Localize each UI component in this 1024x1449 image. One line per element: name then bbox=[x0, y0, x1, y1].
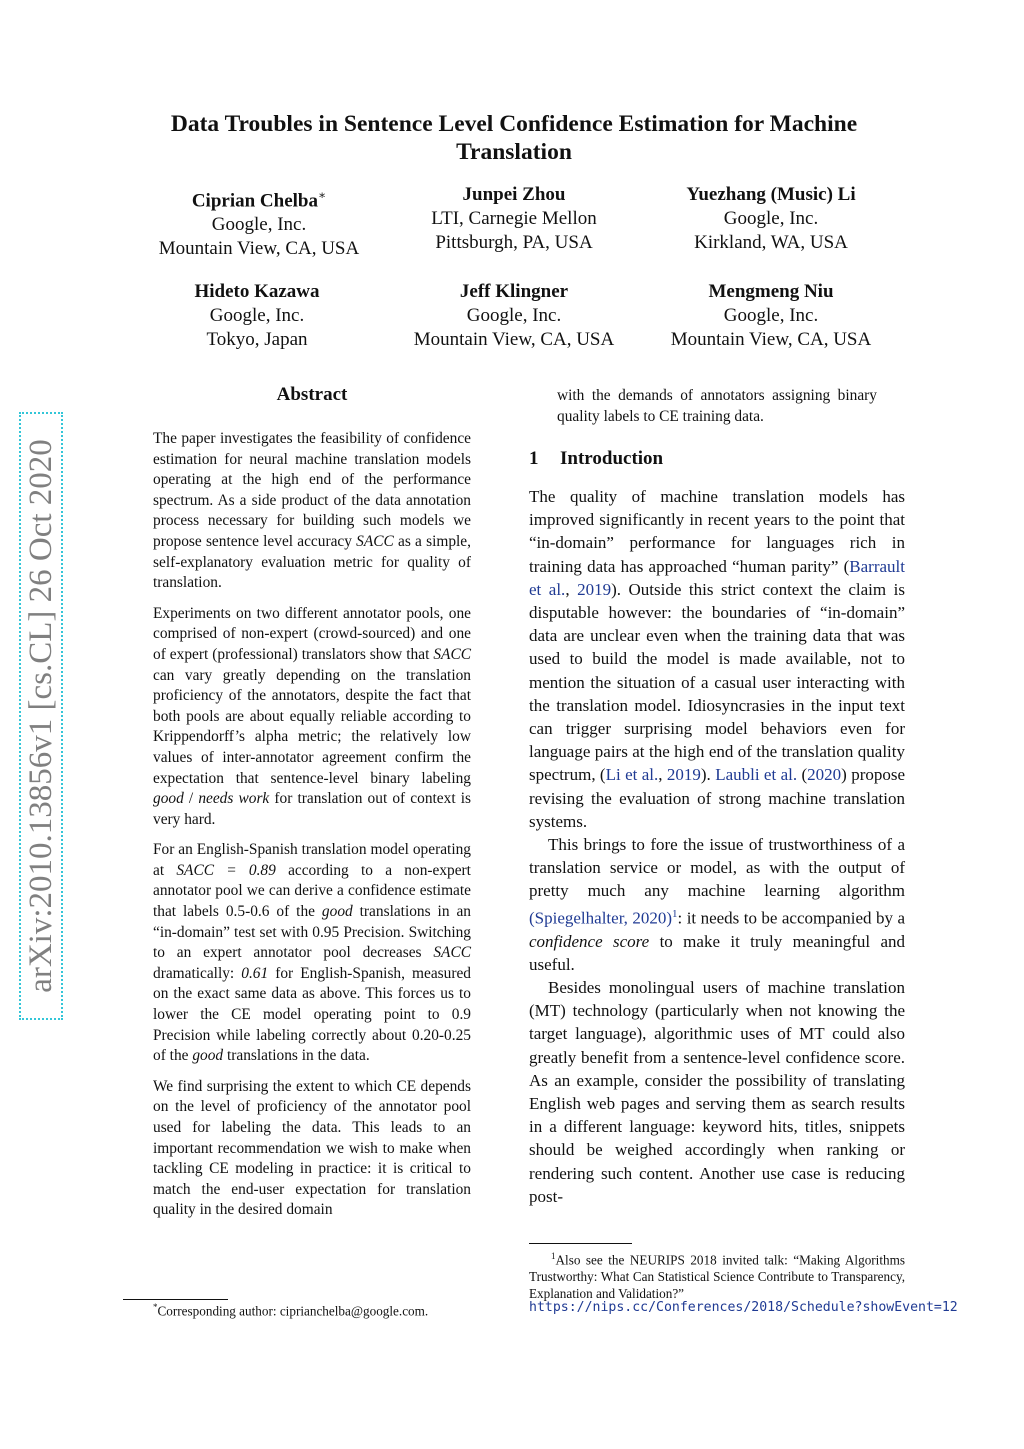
abstract-paragraph-2: Experiments on two different annotator pools, one comprised of non-expert (crowd-sourced) and one of expert (professional) translators show that SACC can vary greatly depending on the translation proficiency of the annotators, despite the fact that both pools are about equally reliable according to Krippendorff’s alpha metric; the relatively low values of inter-annotator agreement confirm the expectation that sentence-level binary labeling good / needs work for translation out of context is very hard. bbox=[153, 604, 471, 828]
author-block-1 bbox=[129, 183, 389, 261]
abstract-paragraph-3: For an English-Spanish translation model operating at SACC = 0.89 according to a non-expert annotator pool we can derive a confidence estimate that labels 0.5-0.6 of the good translations in an “in-domain” test set with 0.95 Precision. Switching to an expert annotator pool decreases SACC dramatically: 0.61 for English-Spanish, measured on the exact same data as above. This forces us to lower the CE model operating point to 0.9 Precision while labeling correctly about 0.20-0.25 of the good translations in the data. bbox=[153, 841, 471, 1065]
author-block-5 bbox=[384, 280, 644, 352]
author-name: Yuezhang (Music) Li bbox=[686, 184, 856, 205]
author-name: Mengmeng Niu bbox=[708, 281, 834, 302]
author-location: Mountain View, CA, USA bbox=[413, 329, 615, 350]
author-block-6 bbox=[641, 280, 901, 352]
author-block-4 bbox=[127, 280, 387, 352]
footnote-1: $^1$Also see the NEURIPS 2018 invited talk: “Making Algorithms Trustworthy: What Can Statistical Science Contribute to Transparency, Explanation and Validation?” bbox=[529, 1251, 905, 1302]
intro-paragraph-2: This brings to fore the issue of trustworthiness of a translation service or model, as with the output of pretty much any machine learning algorithm (Spiegelhalter, 2020)$^1$: it needs to be accompanied by a confidence score to make it truly meaningful and useful. bbox=[529, 835, 905, 974]
introduction-body bbox=[529, 485, 905, 1208]
footnote-corresponding: *Corresponding author: ciprianchelba@google.com. bbox=[153, 1302, 429, 1319]
author-org: Google, Inc. bbox=[723, 208, 819, 229]
citation-year-link[interactable]: 2020 bbox=[807, 765, 842, 785]
abstract-paragraph-1: The paper investigates the feasibility of confidence estimation for neural machine translation models operating at the high end of the performance spectrum. As a side product of the data annotation process necessary for building such models we propose sentence level accuracy SACC as a simple, self-explanatory evaluation metric for quality of translation. bbox=[153, 430, 471, 592]
paper-title: Data Troubles in Sentence Level Confidence Estimation for Machine Translation bbox=[170, 111, 858, 165]
citation-link[interactable]: Barrault et al. bbox=[529, 556, 905, 599]
arxiv-stamp[interactable]: arXiv:2010.13856v1 [cs.CL] 26 Oct 2020 bbox=[19, 412, 63, 1020]
author-block-2 bbox=[384, 183, 644, 255]
abstract-heading: Abstract bbox=[276, 384, 348, 405]
author-location: Pittsburgh, PA, USA bbox=[435, 232, 593, 253]
author-location: Mountain View, CA, USA bbox=[670, 329, 872, 350]
author-location: Kirkland, WA, USA bbox=[694, 232, 848, 253]
author-org: LTI, Carnegie Mellon bbox=[431, 208, 597, 229]
author-name: Hideto Kazawa bbox=[194, 281, 320, 302]
intro-paragraph-3: Besides monolingual users of machine translation (MT) technology (particularly when not knowing the target language), algorithmic uses of MT could also greatly benefit from a sentence-level confidence score. As an example, consider the possibility of translating English web pages and serving them as search results in a different language: keyword hits, titles, snippets should be weighed accordingly when ranking or rendering such content. Another use case is reducing post- bbox=[529, 977, 905, 1206]
author-location: Tokyo, Japan bbox=[206, 329, 308, 350]
author-block-3 bbox=[641, 183, 901, 255]
citation-year-link[interactable]: 2019 bbox=[666, 765, 701, 785]
citation-link[interactable]: (Spiegelhalter, 2020) bbox=[529, 908, 673, 928]
author-name: Junpei Zhou bbox=[462, 184, 566, 205]
author-location: Mountain View, CA, USA bbox=[158, 238, 360, 260]
footnote-rule-right bbox=[529, 1243, 632, 1244]
footnote-ref-link[interactable]: 1 bbox=[672, 907, 678, 920]
author-name: Jeff Klingner bbox=[459, 281, 569, 302]
abstract-paragraph-4: We find surprising the extent to which CE depends on the level of proficiency of the annotator pool used for labeling the data. This leads to an important recommendation we wish to make when tackling CE modeling in practice: it is critical to match the end-user expectation for translation quality in the desired domain bbox=[153, 1077, 471, 1219]
section-heading-introduction: 1 Introduction bbox=[529, 448, 664, 469]
citation-link[interactable]: Laubli et al. bbox=[715, 765, 798, 785]
intro-paragraph-1: The quality of machine translation models has improved significantly in recent years to the point that “in-domain” performance for languages rich in training data has approached “human parity” (Barrault et al., 2019). Outside this strict context the claim is disputable however: the boundaries of “in-domain” data are unclear even when the training data that was used to build the model is made available, not to mention the situation of a casual user interacting with the translation model. Idiosyncrasies in the input text can trigger surprising model behaviors even for language pairs at the high end of the translation quality spectrum, (Li et al., 2019). Laubli et al. (2020) propose revising the evaluation of strong machine translation systems. bbox=[529, 487, 906, 831]
author-name: Ciprian Chelba∗ bbox=[191, 188, 327, 212]
footnote-url-link[interactable]: https://nips.cc/Conferences/2018/Schedule?showEvent=12 bbox=[529, 1300, 958, 1315]
abstract-body bbox=[153, 429, 471, 1231]
author-org: Google, Inc. bbox=[211, 214, 307, 236]
abstract-continued: with the demands of annotators assigning binary quality labels to CE training data. bbox=[557, 387, 877, 425]
author-org: Google, Inc. bbox=[723, 305, 819, 326]
author-org: Google, Inc. bbox=[209, 305, 305, 326]
author-org: Google, Inc. bbox=[466, 305, 562, 326]
citation-link[interactable]: Li et al. bbox=[605, 765, 659, 785]
citation-year-link[interactable]: 2019 bbox=[577, 579, 612, 599]
